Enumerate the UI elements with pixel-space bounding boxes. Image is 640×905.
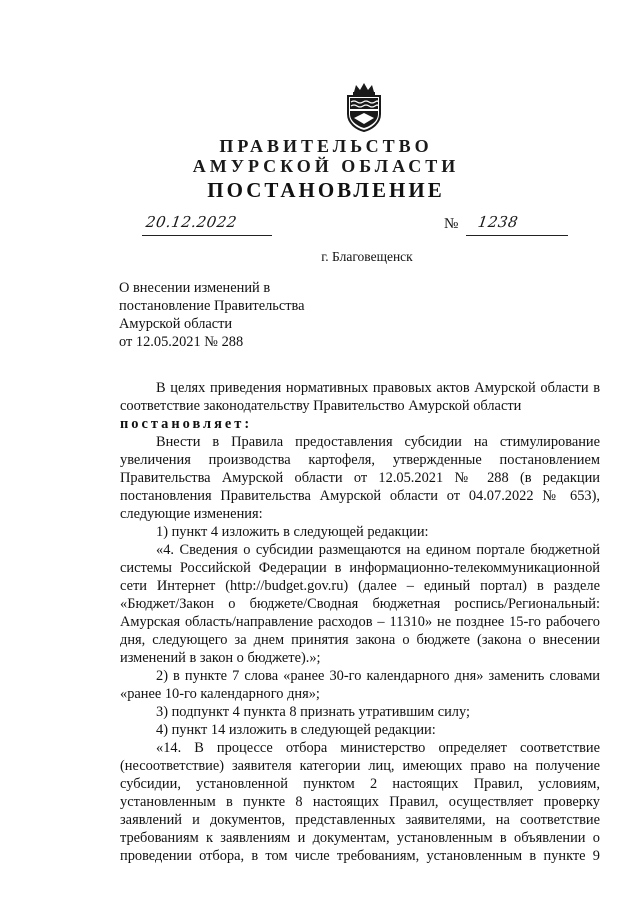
body-line: системы Российской Федерации в информационно-телекоммуникационной bbox=[120, 560, 600, 576]
subject-line: постановление Правительства bbox=[119, 298, 305, 314]
subject-line: Амурской области bbox=[119, 316, 233, 332]
handwritten-date: 20.12.2022 bbox=[144, 213, 239, 231]
body-line: В целях приведения нормативных правовых актов Амурской области в bbox=[156, 380, 600, 396]
body-line: проведении отбора, в том числе требованиям, установленным в пункте 9 bbox=[120, 848, 600, 864]
body-line: «ранее 10-го календарного дня»; bbox=[120, 686, 320, 702]
body-line: следующие изменения: bbox=[120, 506, 263, 522]
body-line: 2) в пункте 7 слова «ранее 30-го календарного дня» заменить словами bbox=[156, 668, 600, 684]
body-line: Амурская область/направление расходов – 11310» не позднее 15-го рабочего bbox=[120, 614, 600, 630]
document-subject bbox=[119, 279, 379, 351]
body-line: соответствие законодательству Правительство Амурской области bbox=[120, 398, 522, 414]
body-line: заявлений и документов, представленных заявителями, на соответствие bbox=[120, 812, 600, 828]
city-name: г. Благовещенск bbox=[321, 249, 413, 264]
body-line: «4. Сведения о субсидии размещаются на едином портале бюджетной bbox=[156, 542, 600, 558]
body-line: дня, следующего за днем принятия закона о бюджете (закона о внесении bbox=[120, 632, 600, 648]
body-line: 1) пункт 4 изложить в следующей редакции: bbox=[156, 524, 429, 540]
organization-name-line2: АМУРСКОЙ ОБЛАСТИ bbox=[192, 156, 460, 176]
coat-of-arms-emblem bbox=[342, 82, 386, 132]
body-line: «14. В процессе отбора министерство определяет соответствие bbox=[156, 740, 600, 756]
body-line: 3) подпункт 4 пункта 8 признать утратившим силу; bbox=[156, 704, 470, 720]
body-line: постановления Правительства Амурской области от 04.07.2022 № 653), bbox=[120, 488, 600, 504]
body-line: требованиям к заявлениям и документам, установленным в объявлении о bbox=[120, 830, 600, 846]
body-line: «Бюджет/Закон о бюджете/Сводная бюджетная роспись/Региональный: bbox=[120, 596, 600, 612]
body-line: изменений в закон о бюджете).»; bbox=[120, 650, 321, 666]
body-line: увеличения производства картофеля, утвержденные постановлением bbox=[120, 452, 600, 468]
body-line: сети Интернет (http://budget.gov.ru) (далее – единый портал) в разделе bbox=[120, 578, 600, 594]
organization-name-line1: ПРАВИТЕЛЬСТВО bbox=[219, 136, 433, 156]
handwritten-number: 1238 bbox=[476, 213, 520, 231]
body-line: (несоответствие) заявителя категории лиц, имеющих право на получение bbox=[120, 758, 600, 774]
body-line: 4) пункт 14 изложить в следующей редакции: bbox=[156, 722, 436, 738]
subject-line: от 12.05.2021 № 288 bbox=[119, 334, 244, 350]
subject-line: О внесении изменений в bbox=[119, 280, 271, 296]
body-line: субсидии, установленной пунктом 2 настоящих Правил, условиям, bbox=[120, 776, 600, 792]
body-line: установленным в пункте 8 настоящих Правил, осуществляет проверку bbox=[120, 794, 600, 810]
body-line: Внести в Правила предоставления субсидии на стимулирование bbox=[156, 434, 600, 450]
document-type-title: ПОСТАНОВЛЕНИЕ bbox=[207, 178, 445, 202]
document-body bbox=[120, 379, 600, 865]
body-line: Правительства Амурской области от 12.05.2021 № 288 (в редакции bbox=[120, 470, 600, 486]
number-label: № bbox=[444, 216, 459, 232]
decree-keyword: постановляет: bbox=[120, 416, 253, 432]
